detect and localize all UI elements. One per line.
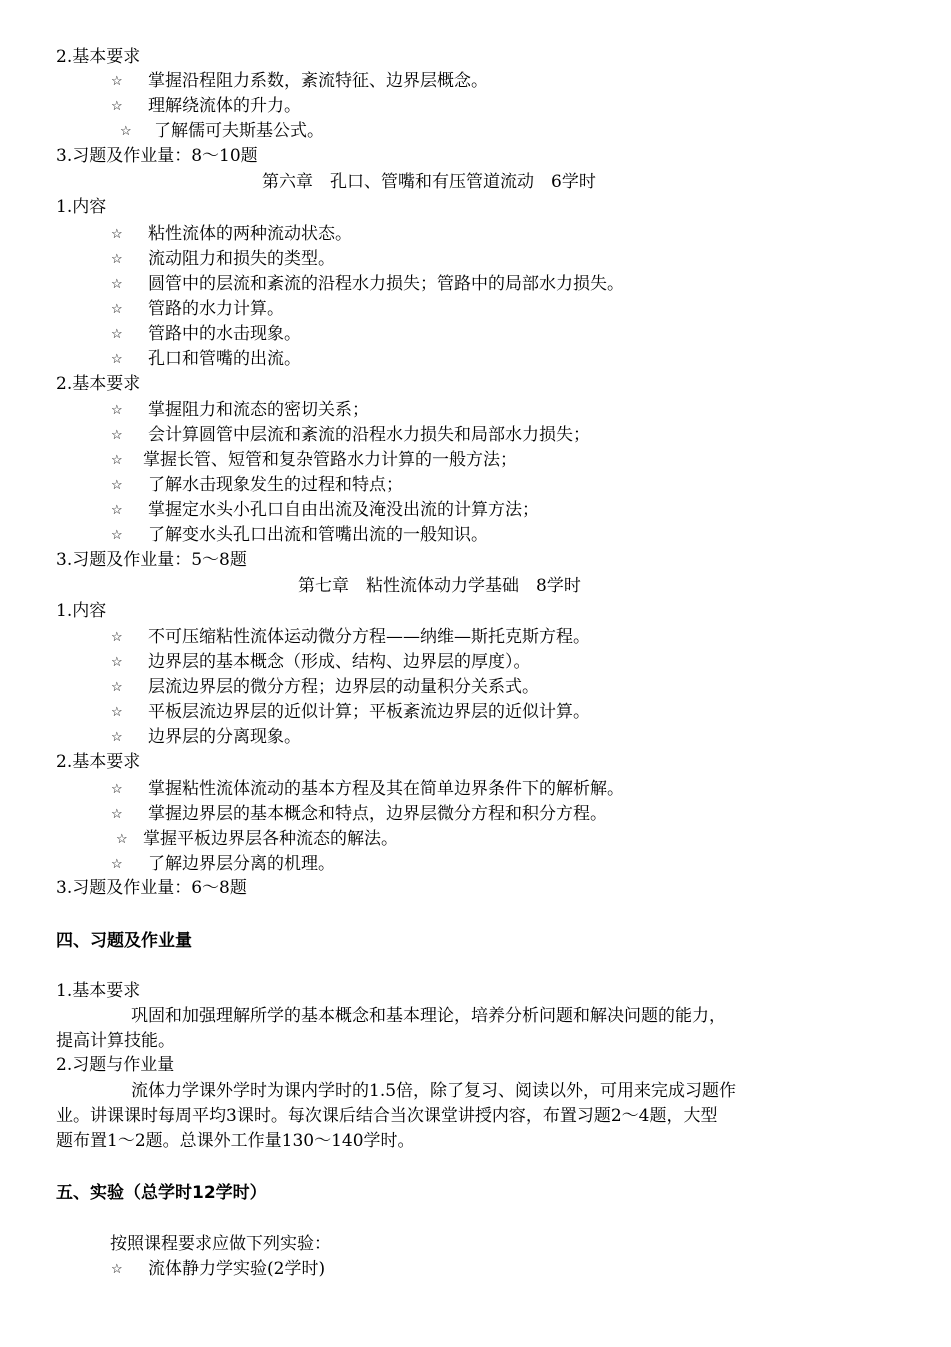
star-icon: ☆	[111, 352, 123, 367]
ch7-req-item: 掌握平板边界层各种流态的解法。	[143, 829, 398, 849]
star-icon: ☆	[111, 302, 123, 317]
experiment-item: 流体静力学实验(2学时)	[148, 1259, 326, 1279]
star-icon: ☆	[111, 453, 123, 468]
ch6-req-item: 了解水击现象发生的过程和特点；	[148, 475, 403, 495]
star-icon: ☆	[111, 680, 123, 695]
star-icon: ☆	[111, 503, 123, 518]
ch6-req-item: 掌握阻力和流态的密切关系；	[148, 400, 369, 420]
star-icon: ☆	[116, 832, 128, 847]
star-icon: ☆	[111, 1262, 123, 1277]
ch6-req-title: 2.基本要求	[56, 374, 141, 394]
star-icon: ☆	[111, 277, 123, 292]
ch6-title: 第六章 孔口、管嘴和有压管道流动 6学时	[262, 172, 596, 192]
ch7-req-title: 2.基本要求	[56, 752, 141, 772]
ch7-req-item: 了解边界层分离的机理。	[148, 854, 335, 874]
ch7-content-title: 1.内容	[56, 601, 107, 621]
star-icon: ☆	[111, 252, 123, 267]
ch7-homework: 3.习题及作业量：6～8题	[56, 878, 247, 898]
sec4-req-text: 巩固和加强理解所学的基本概念和基本理论，培养分析问题和解决问题的能力，	[131, 1006, 726, 1026]
star-icon: ☆	[111, 705, 123, 720]
star-icon: ☆	[111, 655, 123, 670]
ch6-req-item: 会计算圆管中层流和紊流的沿程水力损失和局部水力损失；	[148, 425, 590, 445]
star-icon: ☆	[111, 327, 123, 342]
ch7-title: 第七章 粘性流体动力学基础 8学时	[298, 576, 581, 596]
ch5-req-title: 2.基本要求	[56, 47, 141, 67]
star-icon: ☆	[111, 428, 123, 443]
ch6-content-item: 孔口和管嘴的出流。	[148, 349, 301, 369]
ch6-homework: 3.习题及作业量：5～8题	[56, 550, 247, 570]
star-icon: ☆	[111, 528, 123, 543]
star-icon: ☆	[111, 782, 123, 797]
ch5-req-item: 理解绕流体的升力。	[148, 96, 301, 116]
ch7-content-item: 平板层流边界层的近似计算；平板紊流边界层的近似计算。	[148, 702, 590, 722]
section-5-heading: 五、实验（总学时12学时）	[56, 1183, 267, 1203]
ch6-content-title: 1.内容	[56, 197, 107, 217]
sec4-req-text: 提高计算技能。	[56, 1031, 175, 1051]
ch6-content-item: 圆管中的层流和紊流的沿程水力损失；管路中的局部水力损失。	[148, 274, 624, 294]
sec4-hw-text: 流体力学课外学时为课内学时的1.5倍，除了复习、阅读以外，可用来完成习题作	[131, 1081, 737, 1101]
star-icon: ☆	[111, 478, 123, 493]
star-icon: ☆	[111, 807, 123, 822]
star-icon: ☆	[120, 124, 132, 139]
ch7-req-item: 掌握粘性流体流动的基本方程及其在简单边界条件下的解析解。	[148, 779, 624, 799]
sec4-hw-text: 业。讲课课时每周平均3课时。每次课后结合当次课堂讲授内容，布置习题2～4题，大型	[56, 1106, 718, 1126]
sec4-req-title: 1.基本要求	[56, 981, 141, 1001]
ch7-content-item: 边界层的分离现象。	[148, 727, 301, 747]
sec4-hw-text: 题布置1～2题。总课外工作量130～140学时。	[56, 1131, 415, 1151]
ch7-content-item: 边界层的基本概念（形成、结构、边界层的厚度）。	[148, 652, 531, 672]
star-icon: ☆	[111, 630, 123, 645]
section-4-heading: 四、习题及作业量	[56, 931, 192, 951]
ch7-req-item: 掌握边界层的基本概念和特点，边界层微分方程和积分方程。	[148, 804, 607, 824]
star-icon: ☆	[111, 403, 123, 418]
ch7-content-item: 不可压缩粘性流体运动微分方程——纳维—斯托克斯方程。	[148, 627, 590, 647]
ch5-req-item: 了解儒可夫斯基公式。	[154, 121, 324, 141]
star-icon: ☆	[111, 227, 123, 242]
sec4-hw-title: 2.习题与作业量	[56, 1055, 175, 1075]
ch6-content-item: 流动阻力和损失的类型。	[148, 249, 335, 269]
ch6-req-item: 掌握长管、短管和复杂管路水力计算的一般方法；	[143, 450, 517, 470]
ch5-req-item: 掌握沿程阻力系数，紊流特征、边界层概念。	[148, 71, 488, 91]
ch5-homework: 3.习题及作业量：8～10题	[56, 146, 258, 166]
ch6-req-item: 掌握定水头小孔口自由出流及淹没出流的计算方法；	[148, 500, 539, 520]
ch6-content-item: 管路中的水击现象。	[148, 324, 301, 344]
star-icon: ☆	[111, 730, 123, 745]
sec5-intro: 按照课程要求应做下列实验：	[110, 1234, 331, 1254]
ch6-content-item: 管路的水力计算。	[148, 299, 284, 319]
star-icon: ☆	[111, 857, 123, 872]
ch6-content-item: 粘性流体的两种流动状态。	[148, 224, 352, 244]
ch7-content-item: 层流边界层的微分方程；边界层的动量积分关系式。	[148, 677, 539, 697]
star-icon: ☆	[111, 99, 123, 114]
ch6-req-item: 了解变水头孔口出流和管嘴出流的一般知识。	[148, 525, 488, 545]
star-icon: ☆	[111, 74, 123, 89]
